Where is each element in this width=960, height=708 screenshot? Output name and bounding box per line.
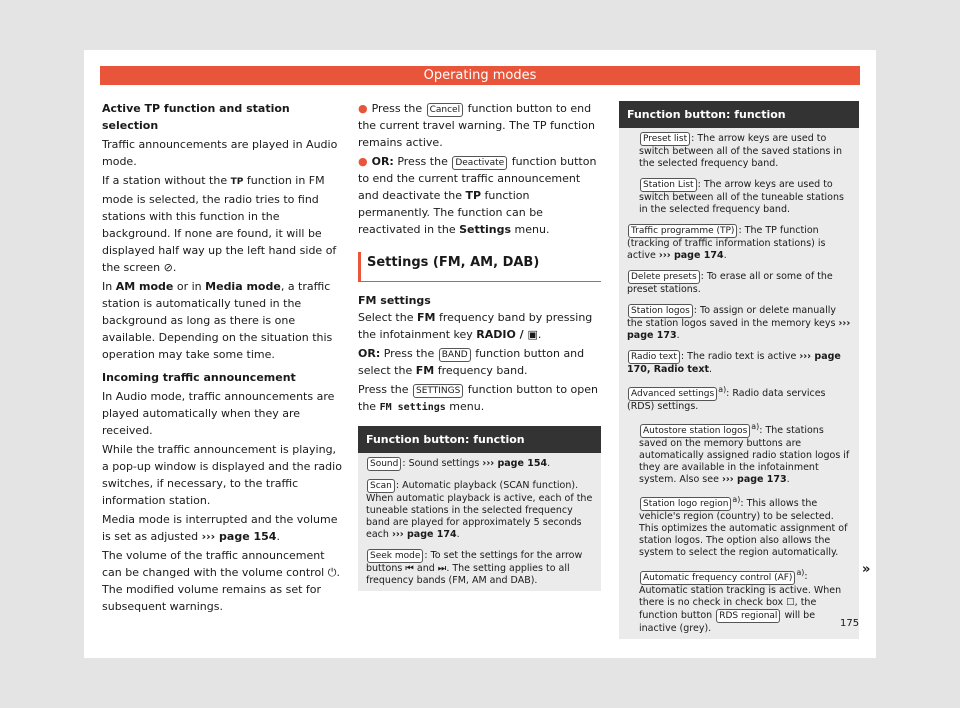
settings-button[interactable]: SETTINGS: [413, 384, 463, 398]
station-list-button[interactable]: Station List: [640, 178, 697, 192]
table-header: Function button: function: [619, 101, 859, 128]
table-row: Automatic frequency control (AF) $^{a)}$: Automatic station tracking is active. When there is no check in check box ☐, the function button RDS regional will be inactive (grey).: [619, 563, 859, 638]
section-heading: Settings (FM, AM, DAB): [358, 252, 601, 282]
table-row: Traffic programme (TP) : The TP function (tracking of traffic information stations) is active ››› page 174.: [619, 220, 859, 266]
page-link[interactable]: ››› page 170, Radio text: [627, 351, 841, 375]
page-number: 175: [840, 618, 860, 629]
paragraph: If a station without the TP function in FM mode is selected, the radio tries to find stations with this function in the background. If none are found, it will be displayed half way up the left hand side of the screen ⊘.: [102, 174, 337, 274]
table-header: Function button: function: [358, 426, 601, 453]
paragraph: Traffic announcements are played in Audio mode.: [102, 138, 338, 168]
traffic-programme-button[interactable]: Traffic programme (TP): [628, 224, 737, 238]
paragraph: While the traffic announcement is playing, a pop-up window is displayed and the radio switches, if necessary, to the traffic information station.: [102, 443, 342, 507]
page-link[interactable]: ››› page 174: [658, 250, 724, 261]
page-link[interactable]: ››› page 154: [201, 530, 277, 543]
bullet-icon: ●: [358, 102, 368, 115]
advanced-settings-button[interactable]: Advanced settings: [628, 387, 717, 401]
column-middle: [358, 100, 601, 591]
page-link[interactable]: ››› page 154: [482, 458, 548, 469]
bullet-item: ● Press the Cancel function button to end the current travel warning. The TP function remains active.: [358, 102, 595, 149]
volume-control-icon: ⏻: [327, 566, 337, 579]
deactivate-button[interactable]: Deactivate: [452, 156, 507, 170]
table-row: Scan : Automatic playback (SCAN function). When automatic playback is active, each of the tuneable stations in the selected frequency band are played for approximately 5 seconds each ››› page 174.: [358, 475, 601, 545]
table-row: Station logos : To assign or delete manually the station logos saved in the memory keys ››› page 173.: [619, 300, 859, 346]
automatic-frequency-control-button[interactable]: Automatic frequency control (AF): [640, 571, 795, 585]
page-link[interactable]: ››› page 173: [627, 318, 851, 341]
rds-regional-button[interactable]: RDS regional: [716, 609, 780, 623]
sound-button[interactable]: Sound: [367, 457, 401, 471]
table-row: Autostore station logos $^{a)}$: The stations saved on the memory buttons are automatically assigned radio station logos if they are available in the infotainment system. Also see ››› page 173.: [619, 417, 859, 490]
station-logo-region-button[interactable]: Station logo region: [640, 497, 731, 511]
page-header: Operating modes: [100, 66, 860, 85]
table-row: Seek mode : To set the settings for the arrow buttons ⏮ and ⏭. The setting applies to all frequency bands (FM, AM and DAB).: [358, 545, 601, 591]
bullet-icon: ●: [358, 155, 368, 168]
fm-settings-heading: FM settings: [358, 294, 431, 307]
heading-incoming-traffic: Incoming traffic announcement: [102, 371, 296, 384]
radio-key-label: RADIO / ▣: [476, 328, 538, 341]
table-row: Delete presets : To erase all or some of the preset stations.: [619, 266, 859, 300]
column-left: [102, 100, 342, 617]
bullet-item: ● OR: Press the Deactivate function button to end the current traffic announcement and deactivate the TP function permanently. The function can be reactivated in the Settings menu.: [358, 155, 597, 236]
band-button[interactable]: BAND: [439, 348, 471, 362]
radio-text-button[interactable]: Radio text: [628, 350, 680, 364]
heading-tp-function: Active TP function and station selection: [102, 102, 290, 132]
preset-list-button[interactable]: Preset list: [640, 132, 690, 146]
table-row: Station List : The arrow keys are used to switch between all of the tuneable stations in the selected frequency band.: [619, 174, 859, 220]
delete-presets-button[interactable]: Delete presets: [628, 270, 700, 284]
paragraph: OR: Press the BAND function button and select the FM frequency band.: [358, 347, 585, 377]
paragraph: Press the SETTINGS function button to open the FM settings menu.: [358, 383, 599, 413]
page-link[interactable]: ››› page 173: [721, 474, 787, 486]
column-right: [619, 101, 859, 639]
no-tp-icon: ⊘: [163, 261, 173, 274]
table-row: Advanced settings $^{a)}$: Radio data services (RDS) settings.: [619, 380, 859, 417]
table-row: Preset list : The arrow keys are used to switch between all of the saved stations in the selected frequency band.: [619, 128, 859, 174]
paragraph: Select the FM frequency band by pressing the infotainment key RADIO / ▣.: [358, 311, 593, 341]
paragraph: In AM mode or in Media mode, a traffic station is automatically tuned in the background as long as there is one available. Depending on the situation this operation may take some time.: [102, 280, 333, 361]
table-row: Sound : Sound settings ››› page 154.: [358, 453, 601, 475]
paragraph: In Audio mode, traffic announcements are played automatically when they are received.: [102, 390, 335, 437]
paragraph: Media mode is interrupted and the volume is set as adjusted ››› page 154.: [102, 513, 338, 543]
table-row: Radio text : The radio text is active ››› page 170, Radio text.: [619, 346, 859, 380]
autostore-station-logos-button[interactable]: Autostore station logos: [640, 424, 750, 438]
table-row: Station logo region $^{a)}$: This allows the vehicle's region (country) to be selected. This optimizes the automatic assignment of station logos. The option also allows the system to select the region automatically.: [619, 490, 859, 563]
station-logos-button[interactable]: Station logos: [628, 304, 693, 318]
page-link[interactable]: ››› page 174: [391, 529, 457, 540]
cancel-button[interactable]: Cancel: [427, 103, 464, 117]
continued-icon: »: [862, 562, 871, 577]
seek-mode-button[interactable]: Seek mode: [367, 549, 423, 563]
scan-button[interactable]: Scan: [367, 479, 395, 493]
paragraph: The volume of the traffic announcement can be changed with the volume control ⏻. The modified volume remains as set for subsequent warnings.: [102, 549, 340, 613]
